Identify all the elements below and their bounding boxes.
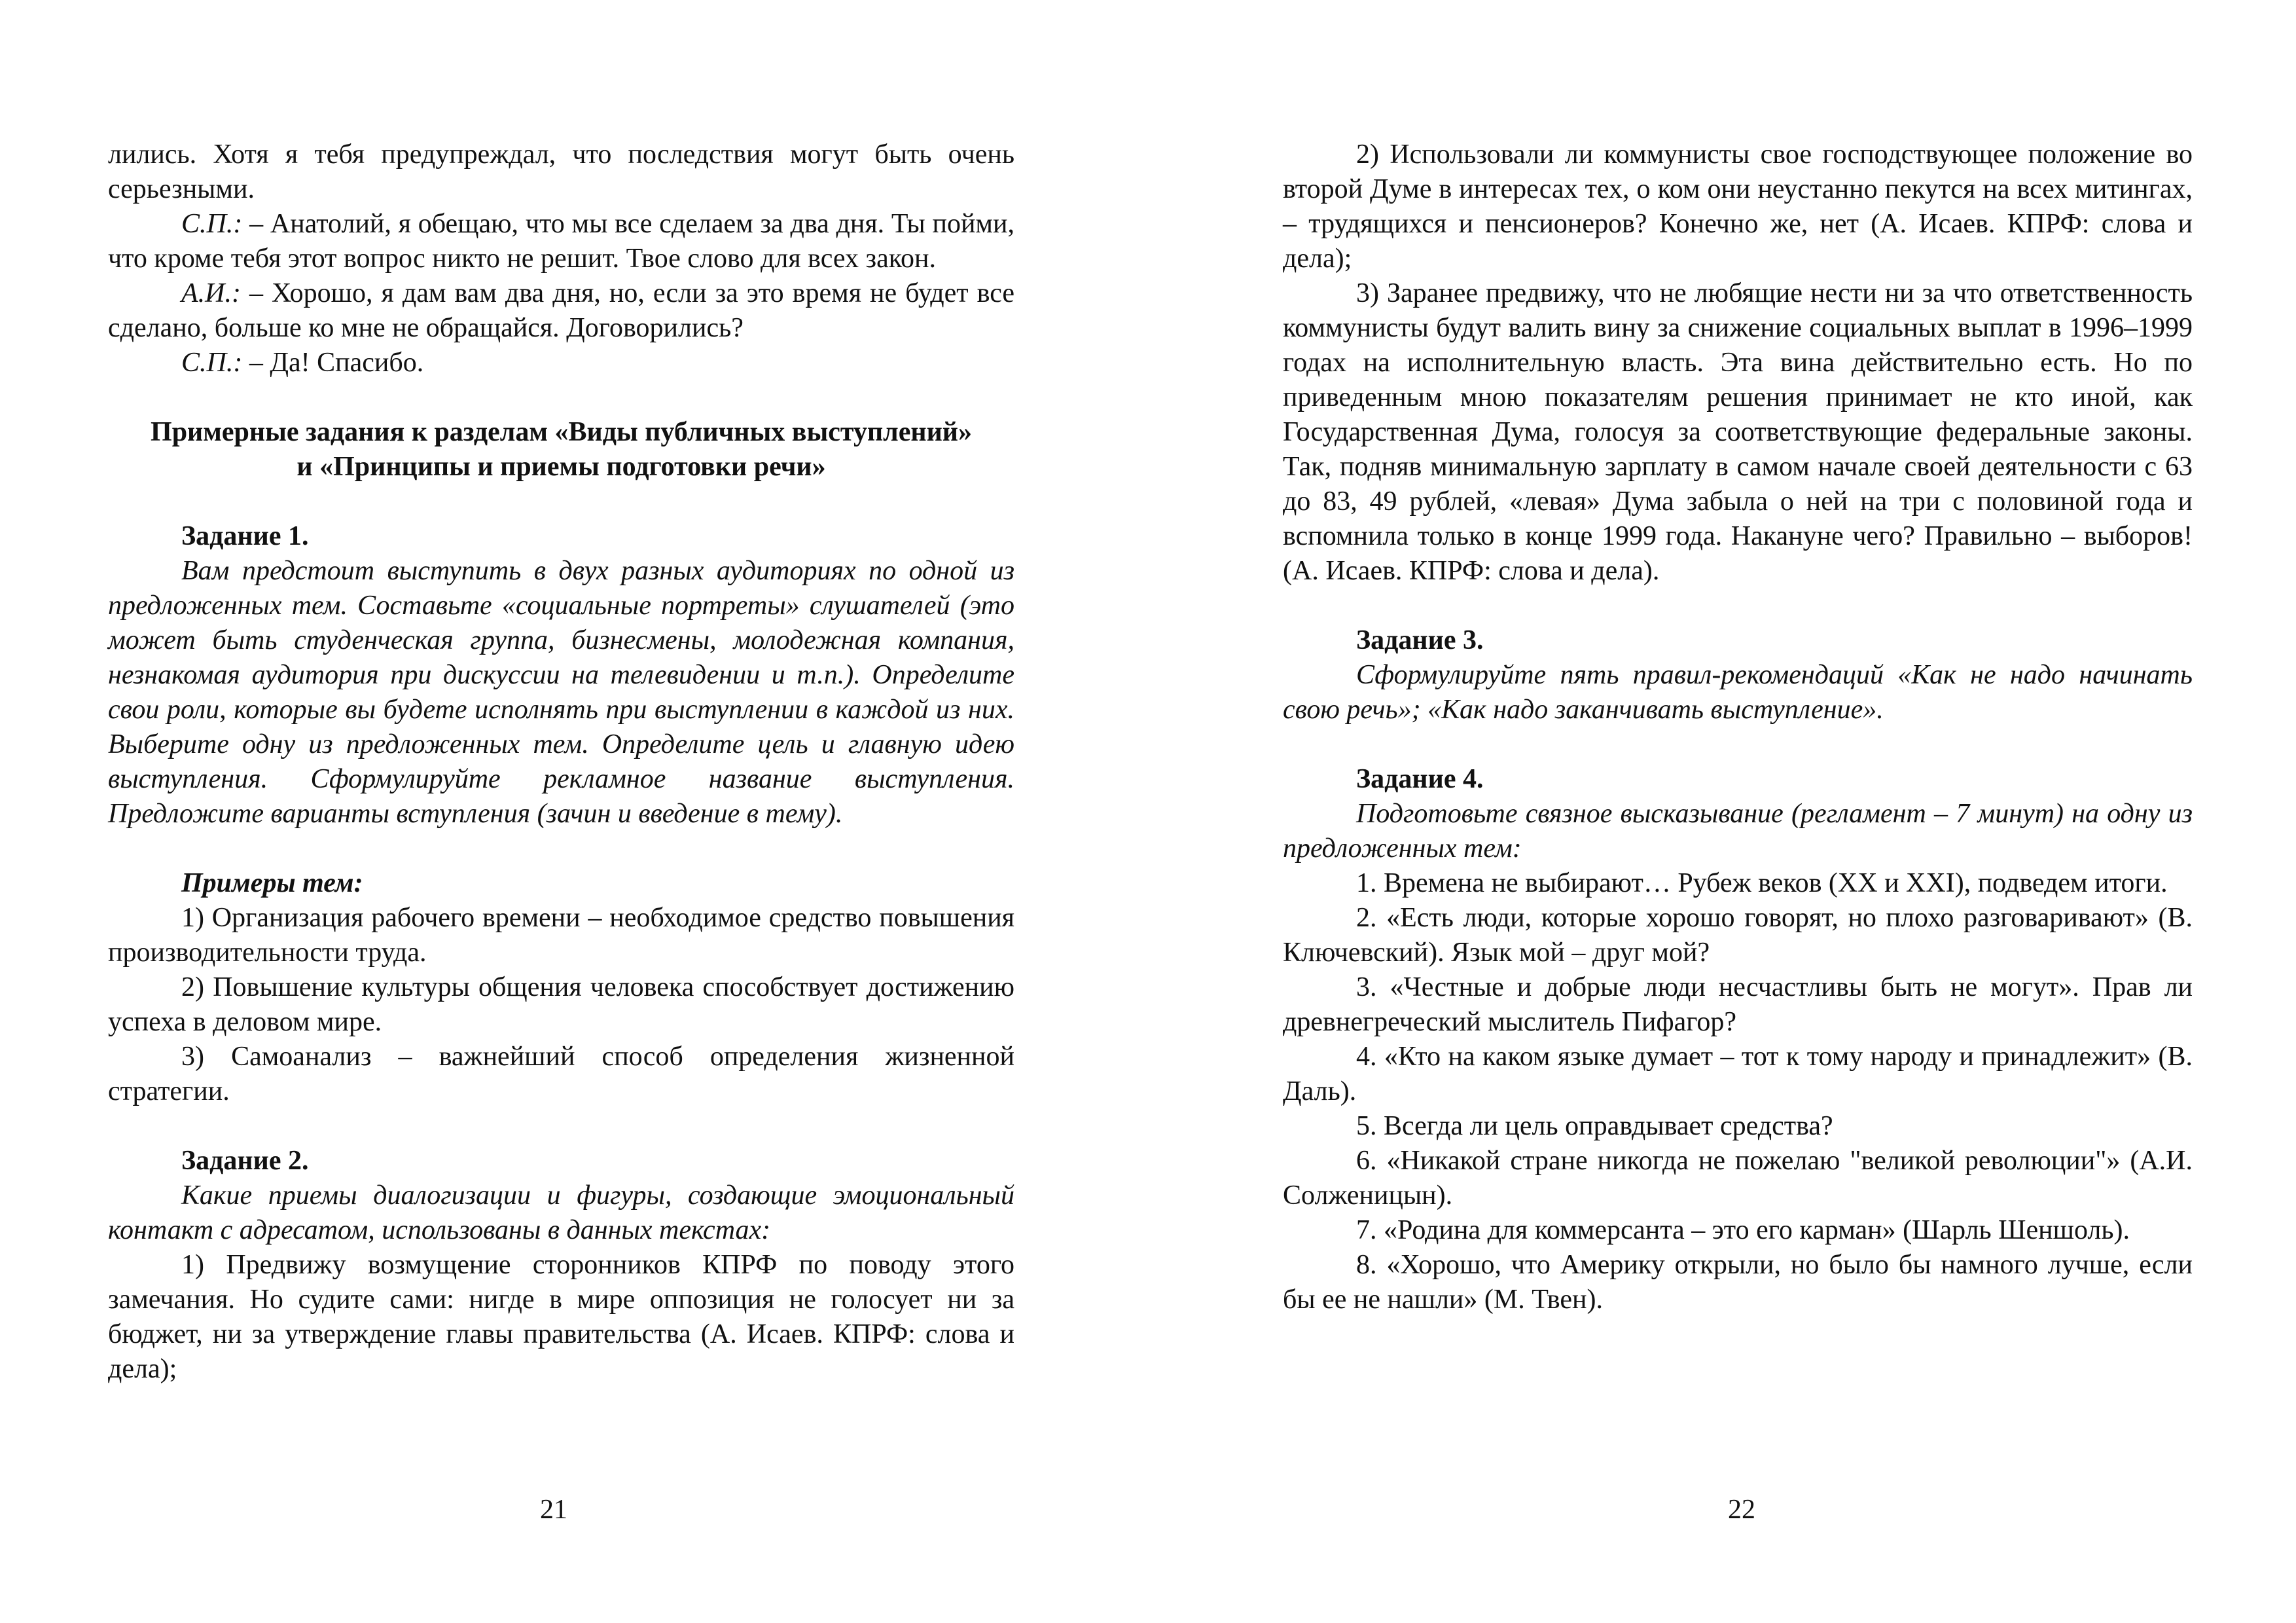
- task-2-text: Какие приемы диалогизации и фигуры, создающие эмоциональный контакт с адресатом, использованы в данных текстах:: [108, 1180, 1014, 1245]
- topic-item: 8. «Хорошо, что Америку открыли, но было бы намного лучше, если бы ее не нашли» (М. Твен).: [1283, 1250, 2193, 1315]
- topic-item: 1. Времена не выбирают… Рубеж веков (XX и XXI), подведем итоги.: [1356, 868, 2168, 898]
- task-3-title: Задание 3.: [1356, 625, 1484, 655]
- spacer: [108, 1109, 1014, 1144]
- task-4-text: Подготовьте связное высказывание (регламент – 7 минут) на одну из предложенных тем:: [1283, 799, 2193, 864]
- task-2-item-2: 2) Использовали ли коммунисты свое господствующее положение во второй Думе в интересах тех, о ком они неустанно пекутся на всех митингах, – трудящихся и пенсионеров? Конечно же, нет (А. Исаев. КПРФ: слова и дела);: [1283, 139, 2193, 274]
- spacer: [1283, 589, 2193, 623]
- spacer: [108, 484, 1014, 519]
- spacer: [108, 831, 1014, 866]
- topic-item: 3. «Честные и добрые люди несчастливы быть не могут». Прав ли древнегреческий мыслитель Пифагор?: [1283, 972, 2193, 1037]
- left-page: [108, 137, 1014, 1387]
- speaker-label: С.П.:: [181, 348, 243, 378]
- spacer: [1283, 727, 2193, 762]
- paragraph-continuation: лились. Хотя я тебя предупреждал, что последствия могут быть очень серьезными.: [108, 139, 1014, 204]
- topic-item: 2. «Есть люди, которые хорошо говорят, но плохо разговаривают» (В. Ключевский). Язык мой – друг мой?: [1283, 903, 2193, 968]
- task-2-item-3: 3) Заранее предвижу, что не любящие нести ни за что ответственность коммунисты будут валить вину за снижение социальных выплат в 1996–1999 годах на исполнительную власть. Эта вина действительно есть. Но по приведенным мною показателям решения принимает не кто иной, как Государственная Дума, голосуя за соответствующие федеральные законы. Так, подняв минимальную зарплату в самом начале своей деятельности с 63 до 83, 49 рублей, «левая» Дума забыла о ней на три с половиной года и вспомнила только в конце 1999 года. Накануне чего? Правильно – выборов! (А. Исаев. КПРФ: слова и дела).: [1283, 278, 2193, 586]
- example-topic: 2) Повышение культуры общения человека способствует достижению успеха в деловом мире.: [108, 972, 1014, 1037]
- example-topic: 1) Организация рабочего времени – необходимое средство повышения производительности труда.: [108, 903, 1014, 968]
- task-3-text: Сформулируйте пять правил-рекомендаций «Как не надо начинать свою речь»; «Как надо заканчивать выступление».: [1283, 660, 2193, 725]
- task-4-title: Задание 4.: [1356, 764, 1484, 794]
- topic-item: 7. «Родина для коммерсанта – это его карман» (Шарль Шеншоль).: [1356, 1215, 2130, 1245]
- dialogue-line: [108, 346, 1014, 380]
- spacer: [108, 380, 1014, 415]
- task-2-title: Задание 2.: [181, 1146, 309, 1176]
- right-page: [1283, 137, 2193, 1317]
- topic-item: 4. «Кто на каком языке думает – тот к тому народу и принадлежит» (В. Даль).: [1283, 1042, 2193, 1106]
- task-2-item-1: 1) Предвижу возмущение сторонников КПРФ по поводу этого замечания. Но судите сами: нигде в мире оппозиция не голосует ни за бюджет, ни за утверждение главы правительства (А. Исаев. КПРФ: слова и дела);: [108, 1250, 1014, 1384]
- task-1-text: Вам предстоит выступить в двух разных аудиториях по одной из предложенных тем. Составьте «социальные портреты» слушателей (это может быть студенческая группа, бизнесмены, молодежная компания, незнакомая аудитория при дискуссии на телевидении и т.п.). Определите свои роли, которые вы будете исполнять при выступлении в каждой из них. Выберите одну из предложенных тем. Определите цель и главную идею выступления. Сформулируйте рекламное название выступления. Предложите варианты вступления (зачин и введение в тему).: [108, 556, 1014, 829]
- section-heading-line-2: и «Принципы и приемы подготовки речи»: [296, 452, 826, 482]
- dialogue-text: – Хорошо, я дам вам два дня, но, если за это время не будет все сделано, больше ко мне не обращайся. Договорились?: [108, 278, 1014, 343]
- dialogue-line: [108, 207, 1014, 276]
- dialogue-text: – Анатолий, я обещаю, что мы все сделаем за два дня. Ты пойми, что кроме тебя этот вопрос никто не решит. Твое слово для всех закон.: [108, 209, 1014, 274]
- speaker-label: А.И.:: [181, 278, 241, 308]
- example-topic: 3) Самоанализ – важнейший способ определения жизненной стратегии.: [108, 1042, 1014, 1106]
- speaker-label: С.П.:: [181, 209, 243, 239]
- page-number-right: 22: [1728, 1495, 1755, 1525]
- dialogue-line: [108, 276, 1014, 346]
- page-number-left: 21: [540, 1495, 567, 1525]
- topic-item: 6. «Никакой стране никогда не пожелаю "великой революции"» (А.И. Солженицын).: [1283, 1146, 2193, 1211]
- task-1-title: Задание 1.: [181, 521, 309, 551]
- section-heading-line-1: Примерные задания к разделам «Виды публичных выступлений»: [151, 417, 972, 447]
- dialogue-text: – Да! Спасибо.: [242, 348, 424, 378]
- examples-title: Примеры тем:: [181, 868, 363, 898]
- topic-item: 5. Всегда ли цель оправдывает средства?: [1356, 1111, 1833, 1141]
